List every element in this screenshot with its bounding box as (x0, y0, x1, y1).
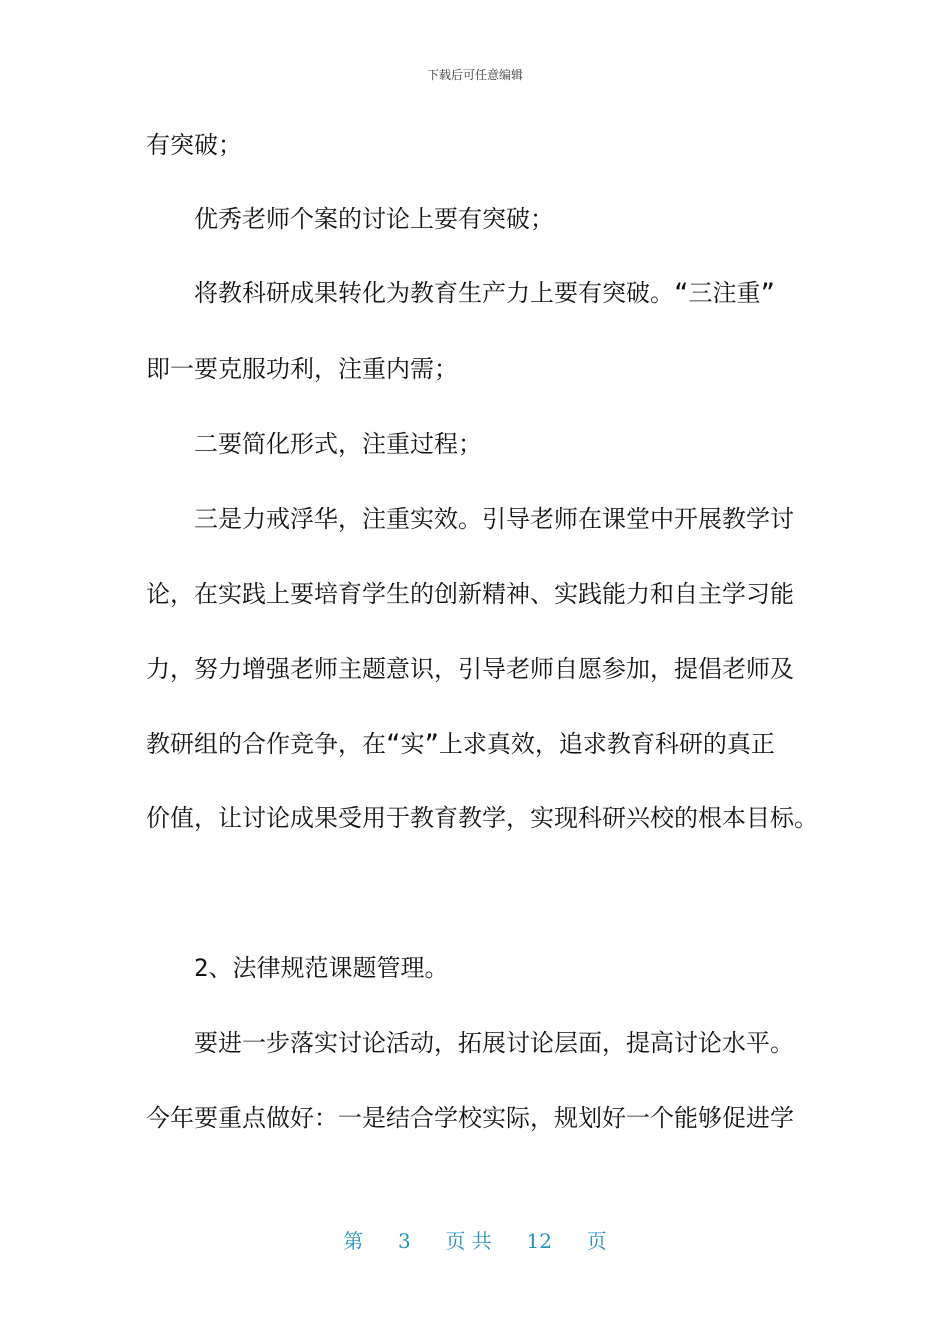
paragraph-line: 优秀老师个案的讨论上要有突破； (194, 205, 554, 233)
section-heading: 2、法律规范课题管理。 (194, 954, 449, 982)
paragraph-line: 今年要重点做好：一是结合学校实际，规划好一个能够促进学 (146, 1104, 794, 1132)
page-number-footer (0, 1225, 950, 1254)
page-suffix: 页 (586, 1229, 607, 1253)
header-note: 下载后可任意编辑 (426, 68, 523, 82)
total-pages-number: 12 (526, 1229, 552, 1253)
page-middle: 页 共 (445, 1229, 492, 1253)
paragraph-line: 二要简化形式，注重过程； (194, 430, 482, 458)
paragraph-line: 价值，让讨论成果受用于教育教学，实现科研兴校的根本目标。 (146, 804, 818, 832)
paragraph-line: 将教科研成果转化为教育生产力上要有突破。“三注重” (194, 279, 775, 307)
page-prefix: 第 (343, 1229, 364, 1253)
paragraph-line: 即一要克服功利，注重内需； (146, 355, 458, 383)
paragraph-line: 教研组的合作竞争，在“实”上求真效，追求教育科研的真正 (146, 730, 775, 758)
paragraph-line: 有突破； (146, 131, 242, 159)
paragraph-line: 论，在实践上要培育学生的创新精神、实践能力和自主学习能 (146, 580, 794, 608)
paragraph-line: 三是力戒浮华，注重实效。引导老师在课堂中开展教学讨 (194, 505, 794, 533)
current-page-number: 3 (398, 1229, 411, 1253)
paragraph-line: 要进一步落实讨论活动，拓展讨论层面，提高讨论水平。 (194, 1029, 794, 1057)
paragraph-line: 力，努力增强老师主题意识，引导老师自愿参加，提倡老师及 (146, 655, 794, 683)
